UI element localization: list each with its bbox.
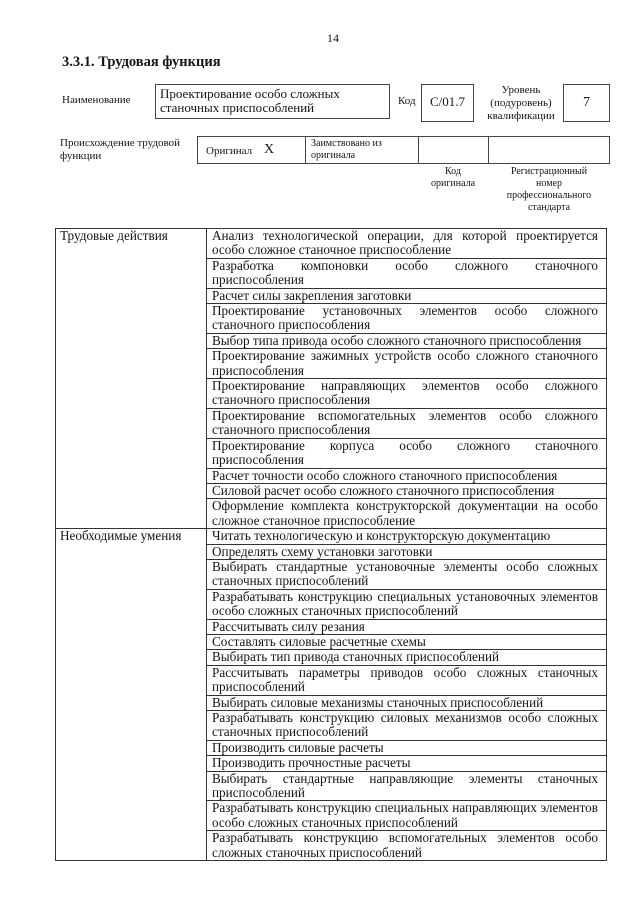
section-item: Выбирать силовые механизмы станочных приспособлений	[207, 695, 607, 710]
original-mark: X	[264, 142, 275, 157]
section-item: Производить прочностные расчеты	[207, 756, 607, 771]
section-item: Выбирать стандартные направляющие элементы станочных приспособлений	[207, 771, 607, 801]
section-item: Рассчитывать силу резания	[207, 619, 607, 634]
origin-reg-number-cell	[489, 137, 609, 163]
section-label: Трудовые действия	[56, 229, 207, 529]
origin-borrowed-cell: Заимствовано из оригинала	[306, 137, 419, 163]
section-item: Рассчитывать параметры приводов особо сложных станочных приспособлений	[207, 665, 607, 695]
section-item: Производить силовые расчеты	[207, 740, 607, 755]
name-label: Наименование	[62, 94, 131, 106]
origin-label: Происхождение трудовой функции	[60, 137, 181, 162]
section-label: Необходимые умения	[56, 529, 207, 861]
level-label: Уровень (подуровень) квалификации	[487, 84, 555, 122]
section-item: Выбор типа привода особо сложного станочного приспособления	[207, 333, 607, 348]
level-value-box: 7	[563, 84, 610, 122]
section-item: Выбирать стандартные установочные элементы особо сложных станочных приспособлений	[207, 559, 607, 589]
section-item: Составлять силовые расчетные схемы	[207, 634, 607, 649]
section-item: Оформление комплекта конструкторской документации на особо сложное станочное приспособление	[207, 499, 607, 529]
section-item: Выбирать тип привода станочных приспособлений	[207, 650, 607, 665]
function-details-table	[55, 228, 607, 861]
section-item: Разрабатывать конструкцию силовых механизмов особо сложных станочных приспособлений	[207, 711, 607, 741]
section-item: Разработка компоновки особо сложного станочного приспособления	[207, 258, 607, 288]
reg-number-caption: Регистрационный номер профессионального стандарта	[506, 166, 592, 213]
section-item: Проектирование зажимных устройств особо сложного станочного приспособления	[207, 349, 607, 379]
section-item: Расчет силы закрепления заготовки	[207, 288, 607, 303]
section-item: Определять схему установки заготовки	[207, 544, 607, 559]
origin-code-cell	[419, 137, 489, 163]
section-item: Проектирование направляющих элементов особо сложного станочного приспособления	[207, 379, 607, 409]
name-value-box: Проектирование особо сложных станочных приспособлений	[155, 84, 390, 119]
code-label: Код	[398, 95, 416, 107]
origin-original-cell	[198, 137, 306, 163]
code-value-box: C/01.7	[421, 84, 474, 122]
section-title: 3.3.1. Трудовая функция	[62, 54, 221, 70]
section-item: Читать технологическую и конструкторскую документацию	[207, 529, 607, 544]
section-item: Проектирование установочных элементов особо сложного станочного приспособления	[207, 304, 607, 334]
section-item: Анализ технологической операции, для которой проектируется особо сложное станочное приспособление	[207, 229, 607, 259]
original-label: Оригинал	[206, 145, 253, 157]
section-item: Разрабатывать конструкцию вспомогательных элементов особо сложных станочных приспособлений	[207, 831, 607, 861]
section-item: Силовой расчет особо сложного станочного приспособления	[207, 483, 607, 498]
page-number: 14	[327, 31, 339, 45]
table-row	[56, 229, 607, 259]
section-item: Разрабатывать конструкцию специальных направляющих элементов особо сложных станочных приспособлений	[207, 801, 607, 831]
section-item: Проектирование вспомогательных элементов особо сложного станочного приспособления	[207, 408, 607, 438]
original-code-caption: Код оригинала	[430, 166, 476, 189]
table-row	[56, 529, 607, 544]
section-item: Разрабатывать конструкцию специальных установочных элементов особо сложных станочных приспособлений	[207, 589, 607, 619]
origin-row	[197, 136, 610, 164]
section-item: Проектирование корпуса особо сложного станочного приспособления	[207, 438, 607, 468]
section-item: Расчет точности особо сложного станочного приспособления	[207, 468, 607, 483]
function-details-body	[56, 229, 607, 861]
